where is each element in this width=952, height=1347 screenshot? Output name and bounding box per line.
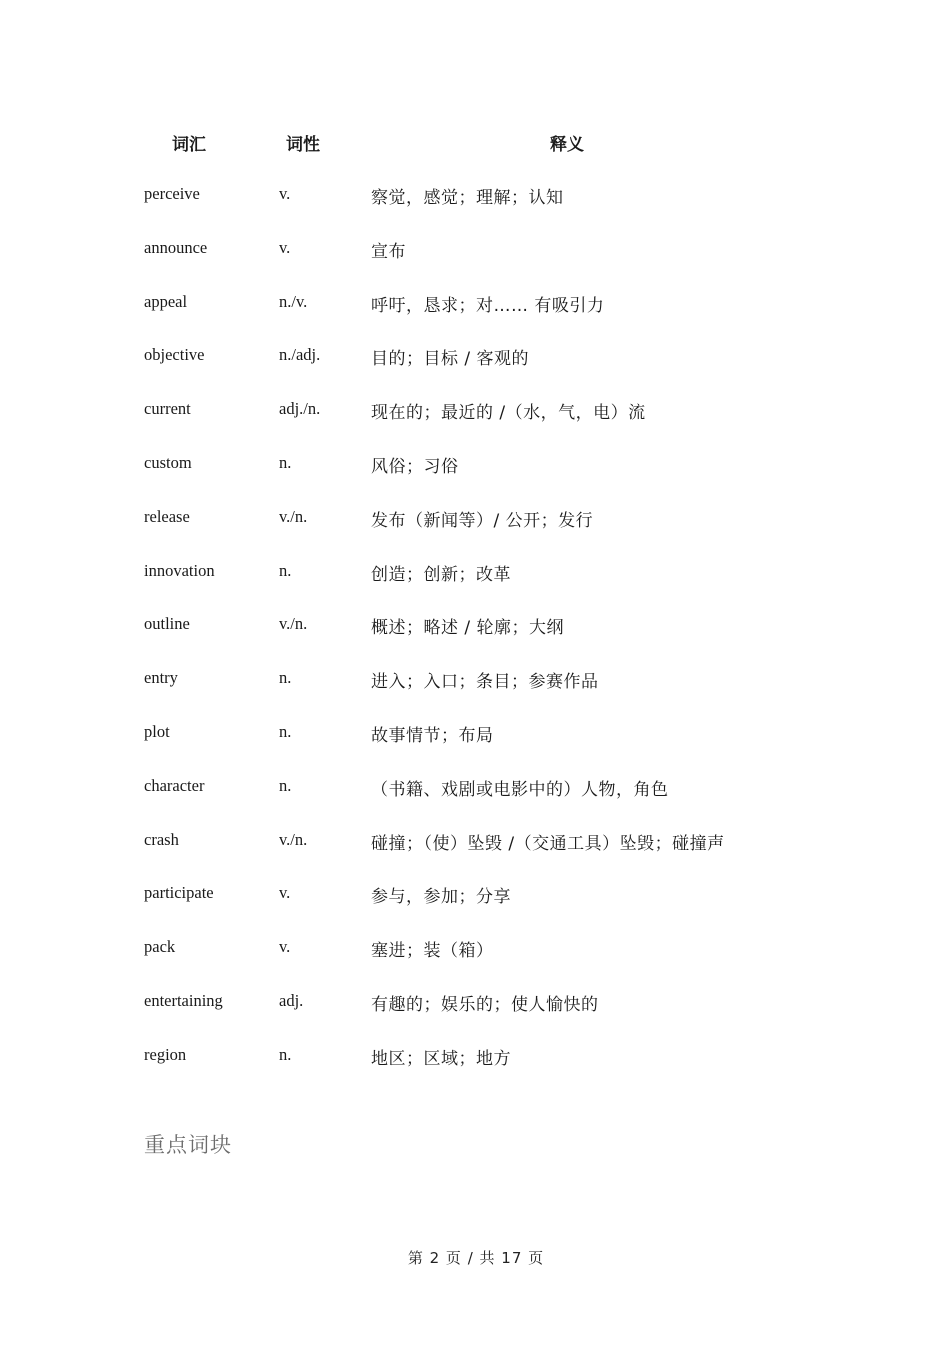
row-word: innovation (144, 560, 215, 580)
row-word: pack (144, 937, 176, 957)
header-part-of-speech: 词性 (286, 135, 320, 155)
table-row (144, 654, 844, 708)
row-word: release (144, 506, 190, 526)
table-row (144, 600, 844, 654)
table-row (144, 762, 844, 816)
row-definition: 发布（新闻等）/ 公开；发行 (371, 510, 594, 531)
table-row (144, 869, 844, 923)
row-pos: v./n. (279, 506, 308, 526)
row-pos: n. (279, 1044, 292, 1064)
row-definition: 现在的；最近的 /（水，气，电）流 (371, 403, 646, 424)
table-row (144, 170, 844, 224)
header-definition: 释义 (550, 135, 584, 155)
row-definition: 故事情节；布局 (371, 725, 494, 746)
row-pos: n. (279, 721, 292, 741)
row-word: announce (144, 237, 208, 257)
row-pos: n./v. (279, 291, 308, 311)
vocabulary-table (144, 118, 844, 1069)
table-row (144, 278, 844, 332)
row-definition: 进入；入口；条目；参赛作品 (371, 672, 599, 693)
table-row (144, 1031, 844, 1085)
table-row (144, 708, 844, 762)
row-pos: v. (279, 883, 291, 903)
table-row (144, 439, 844, 493)
row-definition: 风俗；习俗 (371, 456, 459, 477)
row-definition: 有趣的；娱乐的；使人愉快的 (371, 994, 599, 1015)
table-row (144, 977, 844, 1031)
row-pos: n. (279, 775, 292, 795)
row-pos: adj. (279, 990, 304, 1010)
row-word: appeal (144, 291, 188, 311)
row-word: crash (144, 829, 179, 849)
table-header (144, 118, 844, 168)
row-definition: 概述；略述 / 轮廓；大纲 (371, 618, 565, 639)
row-pos: v./n. (279, 614, 308, 634)
row-pos: adj./n. (279, 399, 321, 419)
header-word: 词汇 (172, 135, 206, 155)
table-row (144, 493, 844, 547)
row-word: custom (144, 452, 192, 472)
row-word: region (144, 1044, 187, 1064)
row-pos: v. (279, 237, 291, 257)
row-word: perceive (144, 184, 200, 203)
row-word: character (144, 775, 205, 795)
row-definition: （书籍、戏剧或电影中的）人物，角色 (371, 779, 669, 800)
row-definition: 目的；目标 / 客观的 (371, 349, 530, 370)
row-word: participate (144, 883, 214, 903)
row-word: entry (144, 668, 178, 688)
table-row (144, 816, 844, 870)
row-pos: v./n. (279, 829, 308, 849)
table-row (144, 385, 844, 439)
table-body (144, 170, 844, 1085)
row-definition: 察觉，感觉；理解；认知 (371, 188, 564, 208)
row-word: outline (144, 614, 190, 634)
row-word: current (144, 399, 191, 419)
row-pos: v. (279, 184, 291, 203)
row-definition: 碰撞；（使）坠毁 /（交通工具）坠毁；碰撞声 (371, 833, 725, 854)
row-definition: 创造；创新；改革 (371, 564, 511, 585)
table-row (144, 923, 844, 977)
row-pos: n./adj. (279, 345, 321, 365)
row-pos: n. (279, 560, 292, 580)
row-definition: 宣布 (371, 241, 406, 262)
row-pos: v. (279, 937, 291, 957)
section-heading: 重点词块 (144, 1133, 232, 1157)
table-row (144, 224, 844, 278)
row-word: entertaining (144, 990, 223, 1010)
row-word: objective (144, 345, 205, 365)
row-definition: 呼吁，恳求；对…… 有吸引力 (371, 295, 605, 316)
row-definition: 地区；区域；地方 (371, 1048, 511, 1069)
row-pos: n. (279, 668, 292, 688)
row-word: plot (144, 721, 170, 741)
row-definition: 参与，参加；分享 (371, 887, 511, 908)
row-definition: 塞进；装（箱） (371, 941, 494, 962)
row-pos: n. (279, 452, 292, 472)
table-row (144, 331, 844, 385)
table-row (144, 547, 844, 601)
page-number-footer: 第 2 页 / 共 17 页 (407, 1249, 545, 1267)
